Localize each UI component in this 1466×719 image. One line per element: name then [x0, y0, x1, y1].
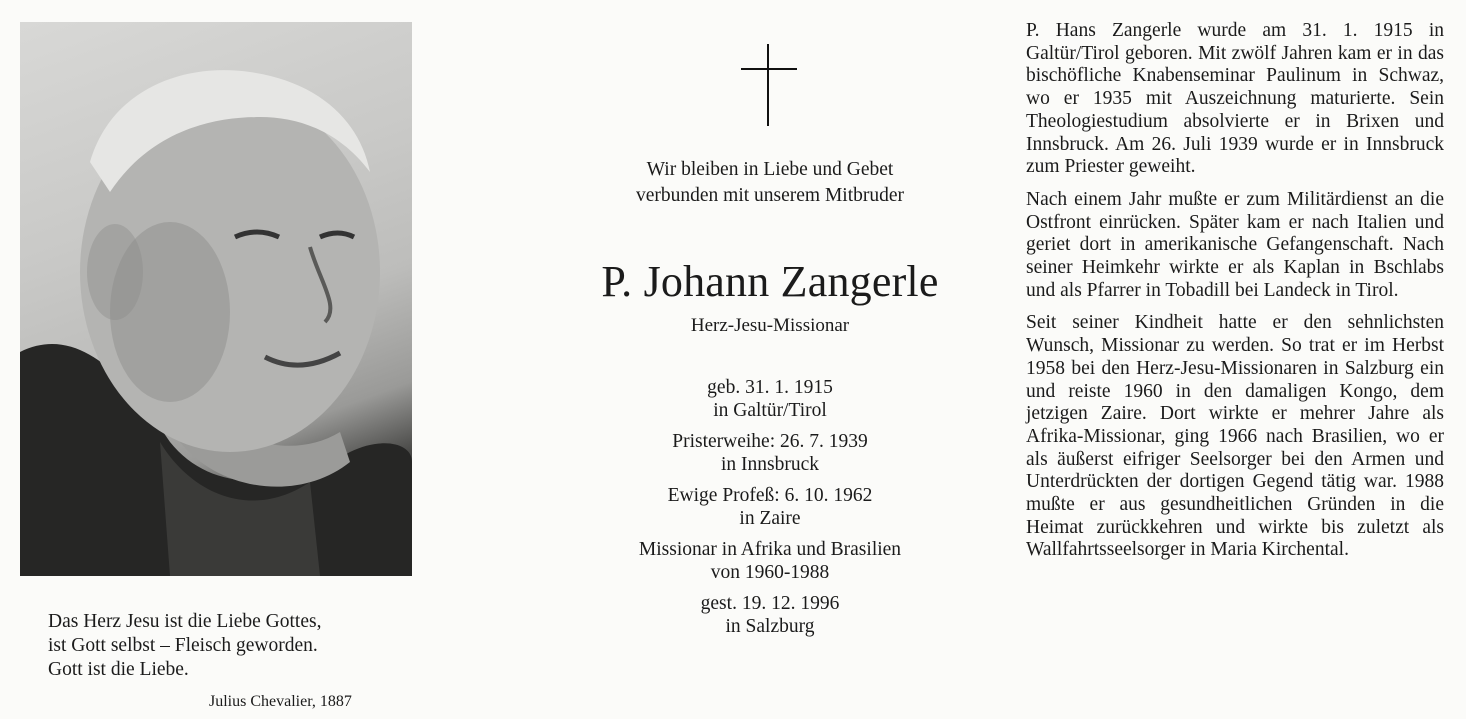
quote-line: Das Herz Jesu ist die Liebe Gottes,	[48, 611, 322, 632]
order-title: Herz-Jesu-Missionar	[690, 315, 850, 336]
fact-line: gest. 19. 12. 1996	[700, 593, 840, 614]
quote-line: Gott ist die Liebe.	[48, 659, 189, 680]
life-facts	[560, 376, 980, 646]
intro-line: verbunden mit unserem Mitbruder	[635, 185, 905, 206]
bio-paragraph: Nach einem Jahr mußte er zum Militärdienst an die Ostfront einrücken. Später kam er nach Italien und geriet dort in amerikanische Gefangenschaft. Nach seiner Heimkehr wirkte er als Kaplan in Bschlabs und als Pfarrer in Tobadill bei Landeck in Tirol.	[1026, 188, 1444, 301]
fact-line: geb. 31. 1. 1915	[707, 377, 833, 398]
fact-line: von 1960-1988	[710, 562, 830, 583]
fact-line: Missionar in Afrika und Brasilien	[638, 539, 902, 560]
biography	[1026, 20, 1444, 572]
fact-mission	[560, 538, 980, 584]
fact-death	[560, 592, 980, 638]
fact-profession	[560, 484, 980, 530]
cross-icon	[741, 44, 797, 126]
fact-line: in Zaire	[739, 508, 801, 529]
bio-paragraph: P. Hans Zangerle wurde am 31. 1. 1915 in Galtür/Tirol geboren. Mit zwölf Jahren kam er in das bischöfliche Knabenseminar Paulinum in Schwaz, wo er 1935 mit Auszeichnung maturierte. Sein Theologiestudium absolvierte er in Brixen und Innsbruck. Am 26. Juli 1939 wurde er in Innsbruck zum Priester geweiht.	[1026, 20, 1444, 178]
quote	[48, 610, 408, 682]
fact-line: in Salzburg	[725, 616, 815, 637]
deceased-name: P. Johann Zangerle	[601, 257, 939, 306]
fact-line: Ewige Profeß: 6. 10. 1962	[667, 485, 873, 506]
quote-author: Julius Chevalier, 1887	[209, 693, 352, 710]
quote-line: ist Gott selbst – Fleisch geworden.	[48, 635, 318, 656]
fact-line: Pristerweihe: 26. 7. 1939	[672, 431, 868, 452]
fact-birth	[560, 376, 980, 422]
bio-paragraph: Seit seiner Kindheit hatte er den sehnlichsten Wunsch, Missionar zu werden. So trat er im Herbst 1958 bei den Herz-Jesu-Missionaren in Salzburg ein und reiste 1960 in den damaligen Kongo, dem jetzigen Zaire. Dort wirkte er mehrer Jahre als Afrika-Missionar, ging 1966 nach Brasilien, wo er als äußerst eifriger Seelsorger bei den Armen und Unterdrückten der dortigen Gegend tätig war. 1988 mußte er aus gesundheitlichen Gründen in die Heimat zurückkehren und wirkte bis zuletzt als Wallfahrtsseelsorger in Maria Kirchental.	[1026, 312, 1444, 561]
fact-ordination	[560, 430, 980, 476]
intro-text	[560, 157, 980, 209]
intro-line: Wir bleiben in Liebe und Gebet	[646, 159, 894, 180]
fact-line: in Galtür/Tirol	[713, 400, 827, 421]
fact-line: in Innsbruck	[720, 454, 820, 475]
portrait-photo	[20, 22, 412, 576]
